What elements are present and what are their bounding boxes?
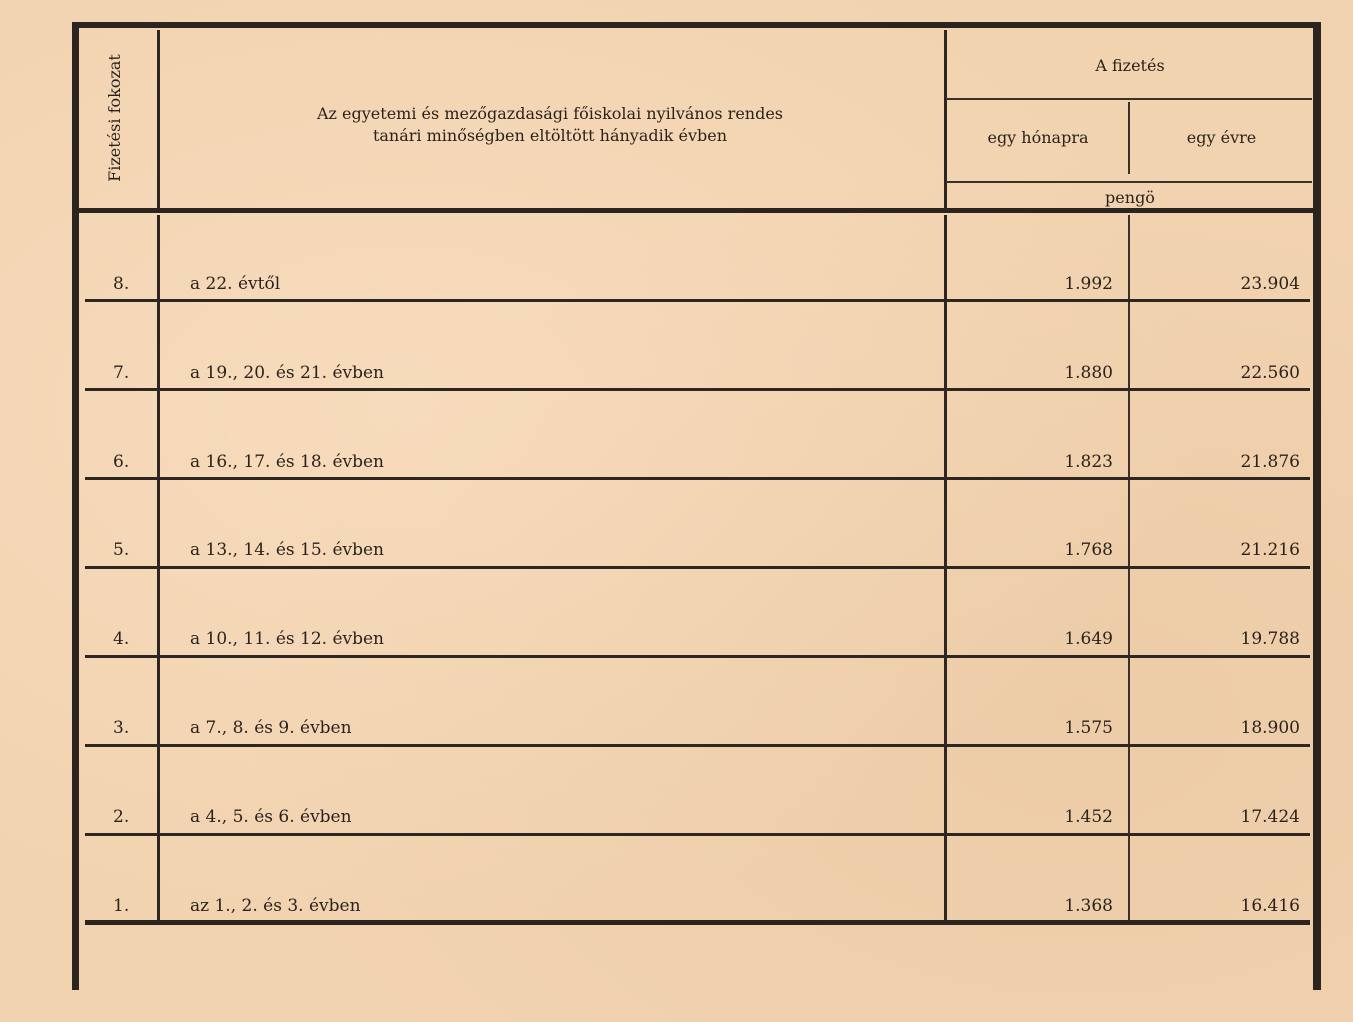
grade-column-header: Fizetési fokozat [105,54,124,182]
grade-cell: 7. [113,363,130,383]
row-divider [85,477,1310,480]
description-header-line-1: Az egyetemi és mezőgazdasági főiskolai nyilvános rendes [316,104,784,123]
row-divider [85,388,1310,391]
monthly-cell: 1.452 [1064,807,1113,827]
unit-header: pengö [1105,188,1155,207]
table-bottom-rule [85,920,1310,925]
row-divider [85,566,1310,569]
years-cell: a 19., 20. és 21. évben [190,363,385,383]
yearly-cell: 16.416 [1240,896,1300,916]
header-divider-month-year [1128,102,1130,174]
row-divider [85,655,1310,658]
table-right-border [1313,22,1321,990]
description-column-header [170,103,930,146]
grade-cell: 4. [113,629,130,649]
monthly-cell: 1.575 [1064,718,1113,738]
monthly-cell: 1.880 [1064,363,1113,383]
years-cell: a 16., 17. és 18. évben [190,452,385,472]
yearly-cell: 23.904 [1240,274,1300,294]
years-cell: a 7., 8. és 9. évben [190,718,352,738]
header-divider-grade [157,30,160,210]
years-cell: az 1., 2. és 3. évben [190,896,361,916]
grade-cell: 2. [113,807,130,827]
row-divider [85,299,1310,302]
monthly-cell: 1.649 [1064,629,1113,649]
monthly-cell: 1.823 [1064,452,1113,472]
years-cell: a 10., 11. és 12. évben [190,629,385,649]
monthly-cell: 1.992 [1064,274,1113,294]
row-divider [85,833,1310,836]
monthly-column-header: egy hónapra [987,128,1089,147]
yearly-cell: 21.216 [1240,540,1300,560]
years-cell: a 22. évtől [190,274,281,294]
description-header-line-2: tanári minőségben eltöltött hányadik évben [372,125,728,145]
row-divider [85,744,1310,747]
header-divider-salary [944,30,947,210]
header-rule-salary-group [946,98,1312,100]
table-top-border [72,22,1321,28]
grade-cell: 8. [113,274,130,294]
yearly-column-header: egy évre [1186,128,1257,147]
salary-group-header: A fizetés [1095,56,1165,75]
yearly-cell: 18.900 [1240,718,1300,738]
yearly-cell: 22.560 [1240,363,1300,383]
header-bottom-rule [79,208,1313,213]
table-left-border [72,22,79,990]
years-cell: a 13., 14. és 15. évben [190,540,385,560]
grade-cell: 1. [113,896,130,916]
monthly-cell: 1.368 [1064,896,1113,916]
years-cell: a 4., 5. és 6. évben [190,807,352,827]
yearly-cell: 17.424 [1240,807,1300,827]
yearly-cell: 19.788 [1240,629,1300,649]
grade-cell: 5. [113,540,130,560]
monthly-cell: 1.768 [1064,540,1113,560]
grade-cell: 3. [113,718,130,738]
header-rule-unit [946,181,1312,183]
yearly-cell: 21.876 [1240,452,1300,472]
grade-cell: 6. [113,452,130,472]
